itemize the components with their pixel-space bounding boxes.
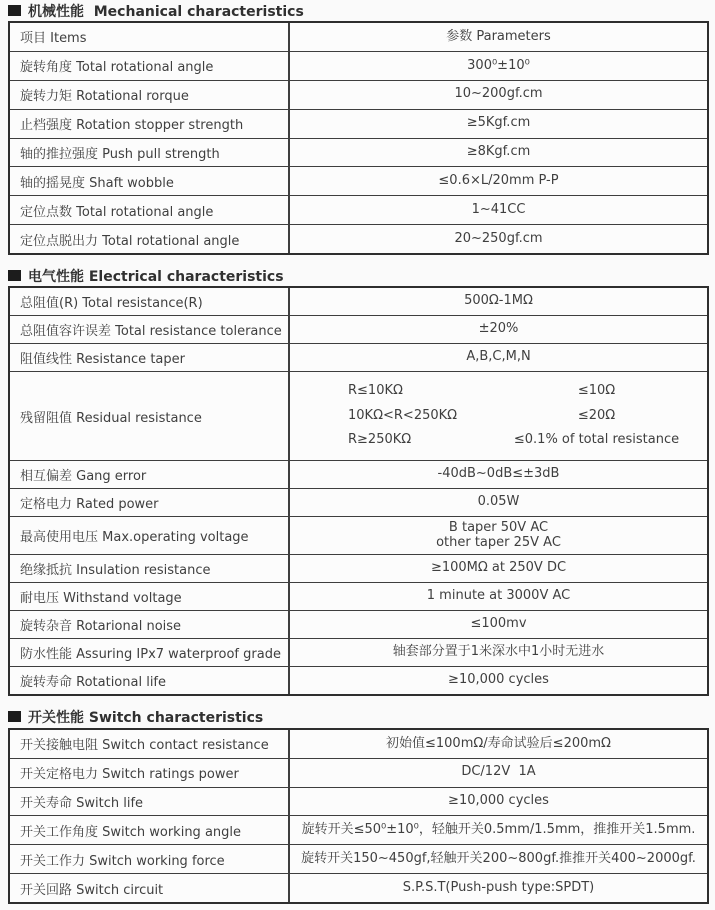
- table-row: [10, 138, 707, 167]
- table-row: [10, 460, 707, 488]
- spec-item-value: 300⁰±10⁰: [467, 57, 530, 73]
- spec-item-label: 止档强度 Rotation stopper strength: [10, 110, 290, 138]
- table-row: [10, 873, 707, 902]
- spec-item-label: 定位点数 Total rotational angle: [10, 196, 290, 224]
- spec-item-value: ±20%: [478, 321, 519, 337]
- spec-item-value: ≥100MΩ at 250V DC: [430, 560, 567, 576]
- value-line-2: other taper 25V AC: [436, 534, 561, 550]
- table-row: [10, 166, 707, 195]
- spec-item-label: 总阻值(R) Total resistance(R): [10, 288, 290, 315]
- spec-item-label: 开关工作力 Switch working force: [10, 845, 290, 873]
- value-line-1: B taper 50V AC: [448, 520, 549, 535]
- section-header-electrical: [8, 267, 709, 284]
- table-row: [10, 730, 707, 758]
- spec-item-value: A,B,C,M,N: [466, 349, 531, 365]
- spec-item-label: 开关寿命 Switch life: [10, 788, 290, 816]
- spec-item-value: 0.05W: [477, 494, 520, 510]
- table-row: [10, 582, 707, 610]
- spec-item-value: 10~200gf.cm: [454, 86, 543, 102]
- spec-item-label: 旋转角度 Total rotational angle: [10, 52, 290, 80]
- spec-item-value: ≥8Kgf.cm: [466, 144, 531, 160]
- table-row: [10, 51, 707, 80]
- section-header-switch: [8, 708, 709, 725]
- spec-item-label: 开关工作角度 Switch working angle: [10, 816, 290, 844]
- section-bullet-icon: [8, 711, 21, 722]
- spec-item-label: 定位点脱出力 Total rotational angle: [10, 225, 290, 253]
- spec-item-label: 相互偏差 Gang error: [10, 461, 290, 488]
- mechanical-characteristics-table: [8, 21, 709, 255]
- spec-item-label: 绝缘抵抗 Insulation resistance: [10, 555, 290, 582]
- spec-item-label: 定格电力 Rated power: [10, 489, 290, 516]
- residual-value: ≤10Ω: [577, 383, 616, 399]
- spec-item-label: 旋转寿命 Rotational life: [10, 667, 290, 694]
- table-row: [10, 638, 707, 666]
- spec-item-value: ≤0.6×L/20mm P-P: [438, 173, 559, 189]
- spec-item-label: 旋转力矩 Rotational rorque: [10, 81, 290, 109]
- residual-condition: R≤10KΩ: [348, 383, 403, 399]
- spec-item-value: DC/12V 1A: [461, 764, 536, 780]
- electrical-characteristics-table: [8, 286, 709, 696]
- table-row-residual-resistance: [10, 371, 707, 460]
- residual-condition-row: [290, 433, 707, 448]
- residual-condition-row: [290, 384, 707, 399]
- spec-item-value: S.P.S.T(Push-push type:SPDT): [402, 879, 595, 895]
- spec-item-label: 轴的推拉强度 Push pull strength: [10, 139, 290, 167]
- residual-condition: R≥250KΩ: [348, 432, 412, 448]
- table-header-row: [10, 23, 707, 51]
- spec-item-label: 防水性能 Assuring IPx7 waterproof grade: [10, 639, 290, 666]
- spec-item-label: 最高使用电压 Max.operating voltage: [10, 517, 290, 554]
- spec-item-value: 500Ω-1MΩ: [464, 293, 533, 309]
- spec-item-value-group: [290, 372, 707, 460]
- section-bullet-icon: [8, 5, 21, 16]
- column-header-items: 项目 Items: [10, 23, 290, 51]
- table-row: [10, 488, 707, 516]
- residual-value: ≤20Ω: [577, 407, 616, 423]
- spec-item-value: 1 minute at 3000V AC: [426, 588, 571, 604]
- spec-item-label: 阻值线性 Resistance taper: [10, 344, 290, 371]
- spec-item-value: 1~41CC: [471, 201, 526, 217]
- section-title-text: 机械性能 Mechanical characteristics: [28, 3, 304, 20]
- table-row: [10, 787, 707, 816]
- table-row: [10, 315, 707, 343]
- spec-item-value: 20~250gf.cm: [454, 230, 543, 246]
- table-row: [10, 844, 707, 873]
- spec-item-value: ≤100mv: [470, 616, 527, 632]
- table-row: [10, 195, 707, 224]
- spec-item-label: 开关回路 Switch circuit: [10, 874, 290, 902]
- spec-item-value: [290, 517, 707, 554]
- residual-condition-row: [290, 409, 707, 424]
- table-row: [10, 109, 707, 138]
- switch-characteristics-table: [8, 728, 709, 904]
- spec-item-label: 总阻值容许误差 Total resistance tolerance: [10, 316, 290, 343]
- table-row: [10, 343, 707, 371]
- spec-item-value: 初始值≤100mΩ/寿命试验后≤200mΩ: [386, 735, 611, 751]
- spec-item-value: 轴套部分置于1米深水中1小时无进水: [392, 644, 605, 660]
- spec-item-label: 开关定格电力 Switch ratings power: [10, 759, 290, 787]
- table-row: [10, 758, 707, 787]
- table-row: [10, 666, 707, 694]
- table-row: [10, 815, 707, 844]
- spec-item-label: 轴的摇晃度 Shaft wobble: [10, 167, 290, 195]
- table-row: [10, 224, 707, 253]
- section-bullet-icon: [8, 270, 21, 281]
- section-title-text: 电气性能 Electrical characteristics: [28, 268, 284, 285]
- section-title-text: 开关性能 Switch characteristics: [28, 709, 264, 726]
- spec-item-value: ≥10,000 cycles: [448, 672, 549, 688]
- table-row-max-voltage: [10, 516, 707, 554]
- table-row: [10, 554, 707, 582]
- spec-item-value: -40dB~0dB≤±3dB: [437, 466, 560, 482]
- residual-value: ≤0.1% of total resistance: [513, 432, 680, 448]
- section-header-mechanical: [8, 2, 709, 19]
- spec-item-value: 旋转开关≤50⁰±10⁰，轻触开关0.5mm/1.5mm，推推开关1.5mm.: [301, 822, 696, 838]
- spec-item-value: 旋转开关150~450gf,轻触开关200~800gf.推推开关400~2000gf.: [301, 850, 696, 866]
- table-row: [10, 80, 707, 109]
- spec-item-label: 开关接触电阻 Switch contact resistance: [10, 730, 290, 758]
- column-header-parameters: 参数 Parameters: [446, 28, 551, 44]
- spec-item-value: ≥5Kgf.cm: [466, 115, 531, 131]
- table-row: [10, 288, 707, 315]
- residual-condition: 10KΩ<R<250KΩ: [348, 407, 458, 423]
- spec-item-label: 残留阻值 Residual resistance: [10, 372, 290, 460]
- spec-item-label: 耐电压 Withstand voltage: [10, 583, 290, 610]
- spec-item-label: 旋转杂音 Rotarional noise: [10, 611, 290, 638]
- spec-item-value: ≥10,000 cycles: [448, 793, 549, 809]
- table-row: [10, 610, 707, 638]
